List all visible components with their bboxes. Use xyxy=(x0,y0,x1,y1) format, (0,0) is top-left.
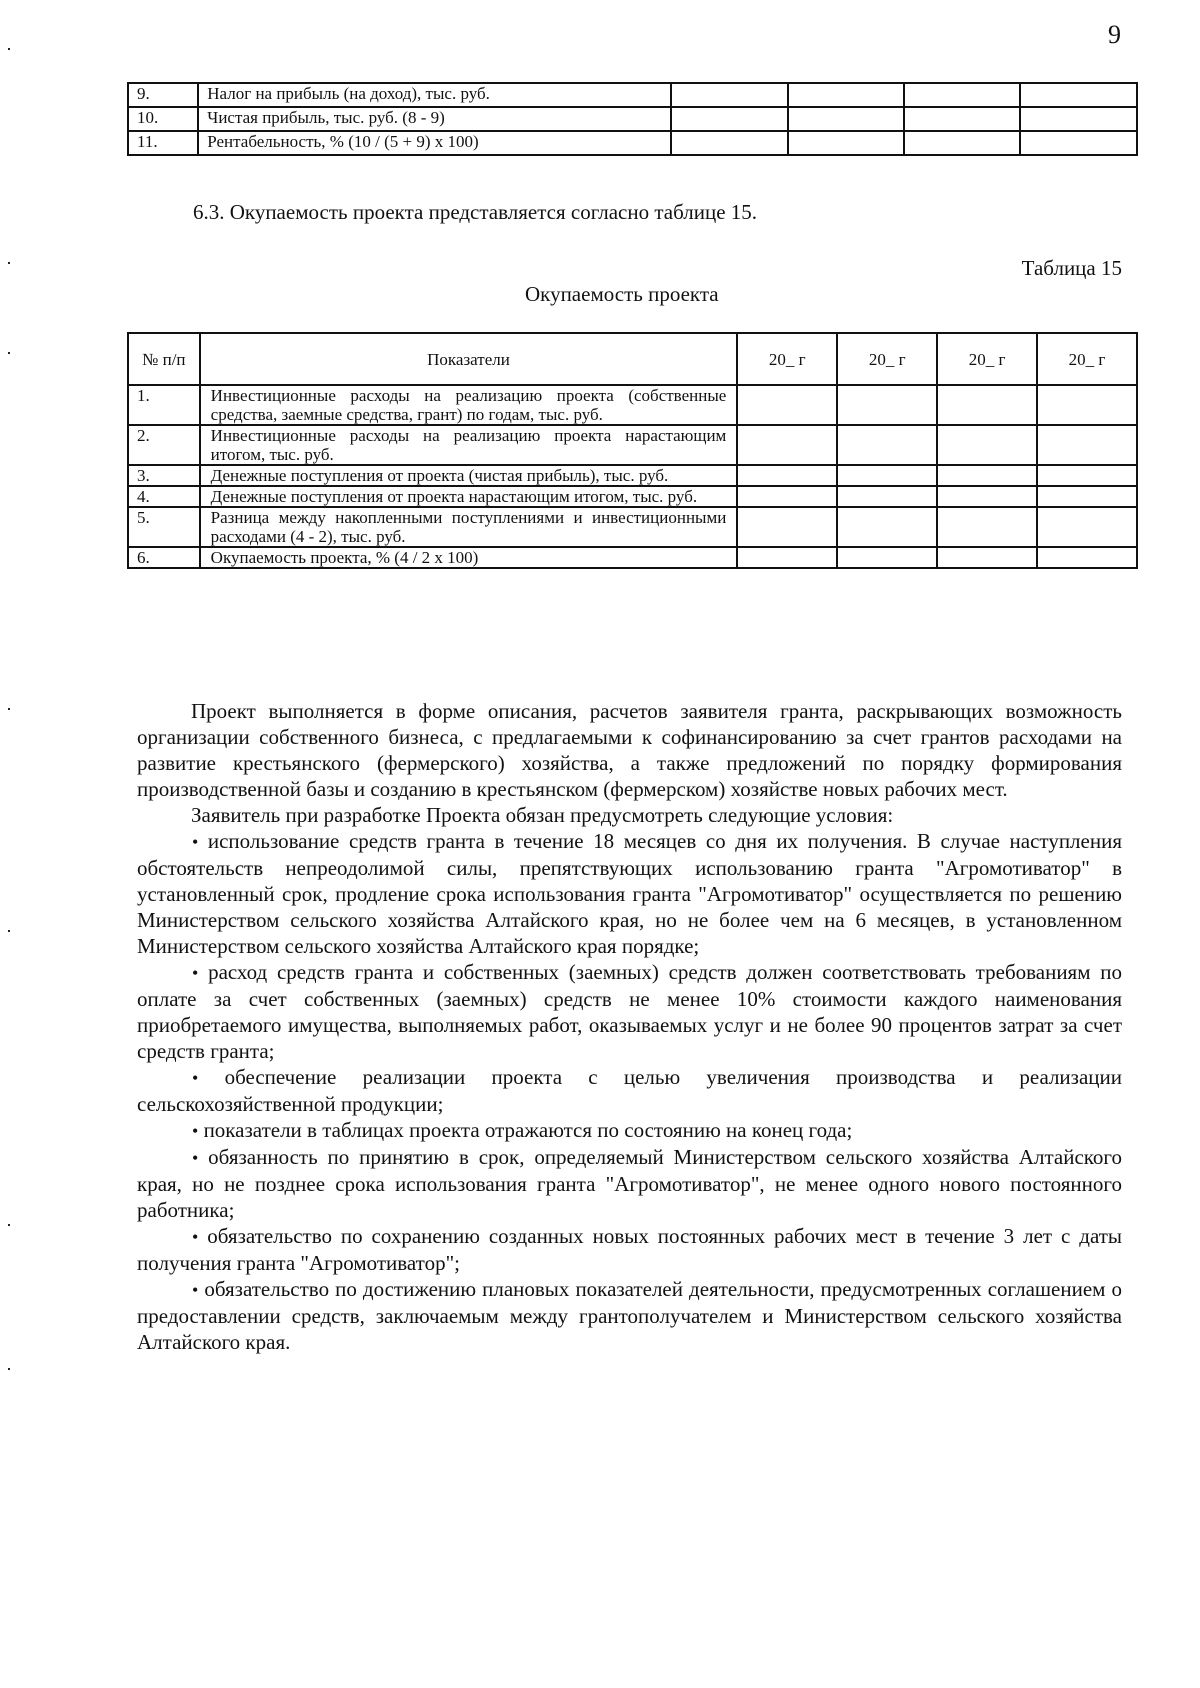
year-cell xyxy=(937,486,1037,507)
row-number: 6. xyxy=(128,547,200,568)
year-cell xyxy=(671,107,787,131)
year-cell xyxy=(937,547,1037,568)
row-indicator: Разница между накопленными поступлениями и инвестиционными расходами (4 - 2), тыс. руб. xyxy=(200,507,738,547)
bullet-text: использование средств гранта в течение 18 месяцев со дня их получения. В случае наступления обстоятельств непреодолимой силы, препятствующих использованию гранта "Агромотиватор" в установленный срок, продление срока использования гранта "Агромотиватор" осуществляется по решению Министерством сельского хозяйства Алтайского края, но не более чем на 6 месяцев, в установленном Министерством сельского хозяйства Алтайского края порядке; xyxy=(137,829,1122,958)
table-row xyxy=(128,83,1137,107)
year-cell xyxy=(937,385,1037,425)
year-cell xyxy=(1037,385,1137,425)
scan-speck xyxy=(8,352,10,354)
row-number: 10. xyxy=(128,107,198,131)
year-cell xyxy=(904,107,1020,131)
year-cell xyxy=(904,83,1020,107)
year-cell xyxy=(937,507,1037,547)
year-cell xyxy=(1037,486,1137,507)
header-year: 20_ г xyxy=(1037,333,1137,385)
table-header-row xyxy=(128,333,1137,385)
scan-speck xyxy=(8,262,10,264)
row-indicator: Инвестиционные расходы на реализацию проекта нарастающим итогом, тыс. руб. xyxy=(200,425,738,465)
row-indicator: Денежные поступления от проекта нарастающим итогом, тыс. руб. xyxy=(200,486,738,507)
page-number: 9 xyxy=(1108,20,1121,49)
bullet-icon: • xyxy=(192,1280,199,1300)
intro-paragraph: Проект выполняется в форме описания, расчетов заявителя гранта, раскрывающих возможность организации собственного бизнеса, с предлагаемыми к софинансированию за счет грантов расходами на развитие крестьянского (фермерского) хозяйства, а также предложений по порядку формирования производственной базы и созданию в крестьянском (фермерском) хозяйстве новых рабочих мест. xyxy=(137,699,1122,801)
year-cell xyxy=(671,131,787,155)
row-number: 2. xyxy=(128,425,200,465)
row-indicator: Чистая прибыль, тыс. руб. (8 - 9) xyxy=(198,107,671,131)
scan-speck xyxy=(8,1224,10,1226)
year-cell xyxy=(937,465,1037,486)
table-row xyxy=(128,507,1137,547)
bullet-icon: • xyxy=(192,1148,199,1168)
year-cell xyxy=(837,547,937,568)
bullet-icon: • xyxy=(192,1227,199,1247)
year-cell xyxy=(837,425,937,465)
row-indicator: Инвестиционные расходы на реализацию проекта (собственные средства, заемные средства, грант) по годам, тыс. руб. xyxy=(200,385,738,425)
bullet-item xyxy=(137,1276,1122,1355)
bullet-item xyxy=(137,1117,1122,1144)
header-indicators: Показатели xyxy=(200,333,738,385)
bullet-item xyxy=(137,828,1122,959)
year-cell xyxy=(737,486,837,507)
bullet-icon: • xyxy=(192,1121,199,1141)
year-cell xyxy=(737,425,837,465)
year-cell xyxy=(788,83,904,107)
bullet-text: показатели в таблицах проекта отражаются по состоянию на конец года; xyxy=(203,1118,853,1142)
bullet-item xyxy=(137,1144,1122,1223)
section-heading: 6.3. Окупаемость проекта представляется согласно таблице 15. xyxy=(193,200,758,224)
header-year: 20_ г xyxy=(837,333,937,385)
table-row xyxy=(128,425,1137,465)
row-number: 1. xyxy=(128,385,200,425)
row-indicator: Рентабельность, % (10 / (5 + 9) x 100) xyxy=(198,131,671,155)
scan-speck xyxy=(8,708,10,710)
year-cell xyxy=(737,385,837,425)
header-number: № п/п xyxy=(128,333,200,385)
year-cell xyxy=(671,83,787,107)
scan-speck xyxy=(8,48,10,50)
row-indicator: Денежные поступления от проекта (чистая прибыль), тыс. руб. xyxy=(200,465,738,486)
bullet-icon: • xyxy=(192,832,199,852)
bullet-item xyxy=(137,959,1122,1064)
table-number-label: Таблица 15 xyxy=(1021,256,1122,280)
bullet-text: расход средств гранта и собственных (заемных) средств должен соответствовать требованиям по оплате за счет собственных (заемных) средств не менее 10% стоимости каждого наименования приобретаемого имущества, выполняемых работ, оказываемых услуг и не более 90 процентов затрат за счет средств гранта; xyxy=(137,960,1122,1063)
year-cell xyxy=(1020,131,1137,155)
year-cell xyxy=(1037,425,1137,465)
scan-speck xyxy=(8,930,10,932)
bullet-text: обязательство по сохранению созданных новых постоянных рабочих мест в течение 3 лет с даты получения гранта "Агромотиватор"; xyxy=(137,1224,1123,1275)
year-cell xyxy=(904,131,1020,155)
bullet-icon: • xyxy=(192,963,199,983)
header-year: 20_ г xyxy=(737,333,837,385)
table-row xyxy=(128,465,1137,486)
header-year: 20_ г xyxy=(937,333,1037,385)
bullet-text: обеспечение реализации проекта с целью увеличения производства и реализации сельскохозяйственной продукции; xyxy=(137,1065,1123,1116)
year-cell xyxy=(1037,507,1137,547)
bullet-item xyxy=(137,1064,1122,1117)
year-cell xyxy=(1020,83,1137,107)
year-cell xyxy=(1037,547,1137,568)
row-number: 4. xyxy=(128,486,200,507)
row-number: 11. xyxy=(128,131,198,155)
table-row xyxy=(128,486,1137,507)
table-row xyxy=(128,547,1137,568)
table-row xyxy=(128,131,1137,155)
scan-speck xyxy=(8,1368,10,1370)
conditions-intro: Заявитель при разработке Проекта обязан предусмотреть следующие условия: xyxy=(191,803,894,827)
year-cell xyxy=(737,465,837,486)
row-number: 5. xyxy=(128,507,200,547)
row-indicator: Окупаемость проекта, % (4 / 2 x 100) xyxy=(200,547,738,568)
top-table xyxy=(127,82,1138,156)
year-cell xyxy=(1020,107,1137,131)
table-title: Окупаемость проекта xyxy=(525,282,719,306)
year-cell xyxy=(837,465,937,486)
bullet-item xyxy=(137,1223,1122,1276)
row-number: 9. xyxy=(128,83,198,107)
year-cell xyxy=(788,131,904,155)
bullet-text: обязательство по достижению плановых показателей деятельности, предусмотренных соглашением о предоставлении средств, заключаемым между грантополучателем и Министерством сельского хозяйства Алтайского края. xyxy=(137,1277,1123,1354)
year-cell xyxy=(788,107,904,131)
body-text xyxy=(137,698,1122,1355)
row-indicator: Налог на прибыль (на доход), тыс. руб. xyxy=(198,83,671,107)
year-cell xyxy=(837,507,937,547)
year-cell xyxy=(737,507,837,547)
payback-table xyxy=(127,332,1138,569)
year-cell xyxy=(737,547,837,568)
row-number: 3. xyxy=(128,465,200,486)
year-cell xyxy=(937,425,1037,465)
table-row xyxy=(128,107,1137,131)
year-cell xyxy=(837,385,937,425)
table-row xyxy=(128,385,1137,425)
bullet-icon: • xyxy=(192,1068,199,1088)
year-cell xyxy=(1037,465,1137,486)
year-cell xyxy=(837,486,937,507)
bullet-text: обязанность по принятию в срок, определяемый Министерством сельского хозяйства Алтайского края, но не позднее срока использования гранта "Агромотиватор", не менее одного нового постоянного работника; xyxy=(137,1145,1122,1222)
